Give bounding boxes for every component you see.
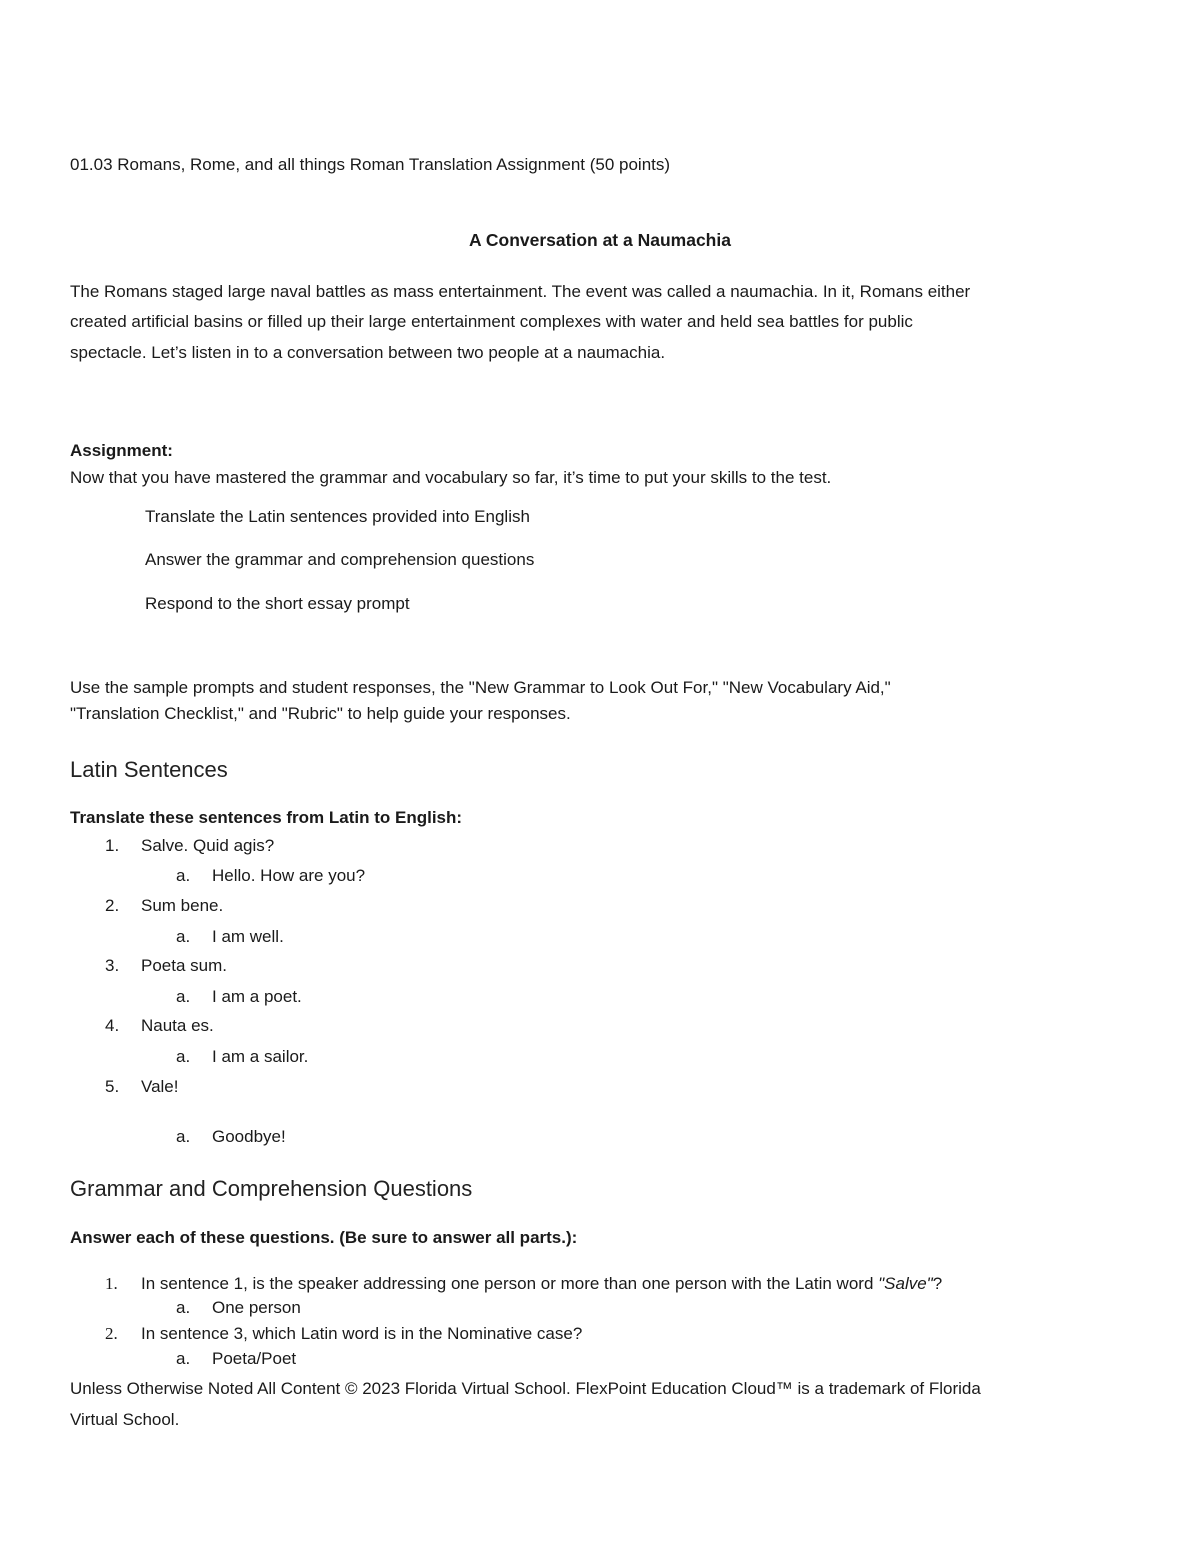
- question-answer: One person: [212, 1298, 301, 1317]
- grammar-section-instruction: Answer each of these questions. (Be sure to answer all parts.):: [70, 1228, 578, 1247]
- list-number: 4.: [105, 1016, 120, 1035]
- list-number: 3.: [105, 956, 120, 975]
- list-letter: a.: [176, 1349, 191, 1368]
- document-title: 01.03 Romans, Rome, and all things Roman Translation Assignment (50 points): [70, 155, 671, 174]
- list-number: 1.: [105, 1274, 118, 1293]
- list-number: 2.: [105, 1324, 118, 1343]
- list-letter: a.: [176, 1127, 191, 1146]
- latin-sentence: Nauta es.: [141, 1016, 214, 1035]
- translation-answer: Goodbye!: [212, 1127, 286, 1146]
- guidance-line-1: Use the sample prompts and student responses, the "New Grammar to Look Out For," "New Vocabulary Aid,": [70, 678, 891, 697]
- question-text: In sentence 3, which Latin word is in the Nominative case?: [141, 1324, 583, 1343]
- latin-sentence: Salve. Quid agis?: [141, 836, 275, 855]
- translation-answer: I am a sailor.: [212, 1047, 309, 1066]
- page-heading: A Conversation at a Naumachia: [469, 230, 731, 250]
- latin-word: "Salve": [878, 1274, 933, 1293]
- list-letter: a.: [176, 927, 191, 946]
- question-mark: ?: [932, 1274, 943, 1293]
- assignment-label: Assignment:: [70, 441, 173, 460]
- question-answer: Poeta/Poet: [212, 1349, 297, 1368]
- list-number: 2.: [105, 896, 120, 915]
- list-letter: a.: [176, 1047, 191, 1066]
- list-number: 5.: [105, 1077, 120, 1096]
- copyright-line-2: Virtual School.: [70, 1410, 180, 1429]
- grammar-section-title: Grammar and Comprehension Questions: [70, 1176, 473, 1201]
- guidance-line-2: "Translation Checklist," and "Rubric" to help guide your responses.: [70, 704, 571, 723]
- assignment-task: Translate the Latin sentences provided into English: [145, 507, 530, 526]
- question-text: [141, 1274, 942, 1294]
- assignment-task: Respond to the short essay prompt: [145, 594, 410, 613]
- latin-sentence: Vale!: [141, 1077, 179, 1096]
- assignment-task: Answer the grammar and comprehension questions: [145, 550, 535, 569]
- list-letter: a.: [176, 987, 191, 1006]
- intro-line-3: spectacle. Let’s listen in to a conversation between two people at a naumachia.: [70, 343, 666, 362]
- translation-answer: Hello. How are you?: [212, 866, 366, 885]
- list-letter: a.: [176, 866, 191, 885]
- assignment-text: Now that you have mastered the grammar and vocabulary so far, it’s time to put your skills to the test.: [70, 468, 832, 487]
- list-number: 1.: [105, 836, 120, 855]
- intro-line-2: created artificial basins or filled up their large entertainment complexes with water and held sea battles for public: [70, 312, 913, 331]
- list-letter: a.: [176, 1298, 191, 1317]
- latin-section-instruction: Translate these sentences from Latin to English:: [70, 808, 463, 827]
- intro-line-1: The Romans staged large naval battles as mass entertainment. The event was called a naumachia. In it, Romans either: [70, 282, 971, 301]
- question-text-start: In sentence 1, is the speaker addressing one person or more than one person with the Latin word: [141, 1274, 879, 1293]
- translation-answer: I am a poet.: [212, 987, 302, 1006]
- latin-sentence: Poeta sum.: [141, 956, 227, 975]
- copyright-line-1: Unless Otherwise Noted All Content © 2023 Florida Virtual School. FlexPoint Education Cloud™ is a trademark of Florida: [70, 1379, 981, 1398]
- latin-section-title: Latin Sentences: [70, 757, 228, 782]
- translation-answer: I am well.: [212, 927, 284, 946]
- latin-sentence: Sum bene.: [141, 896, 224, 915]
